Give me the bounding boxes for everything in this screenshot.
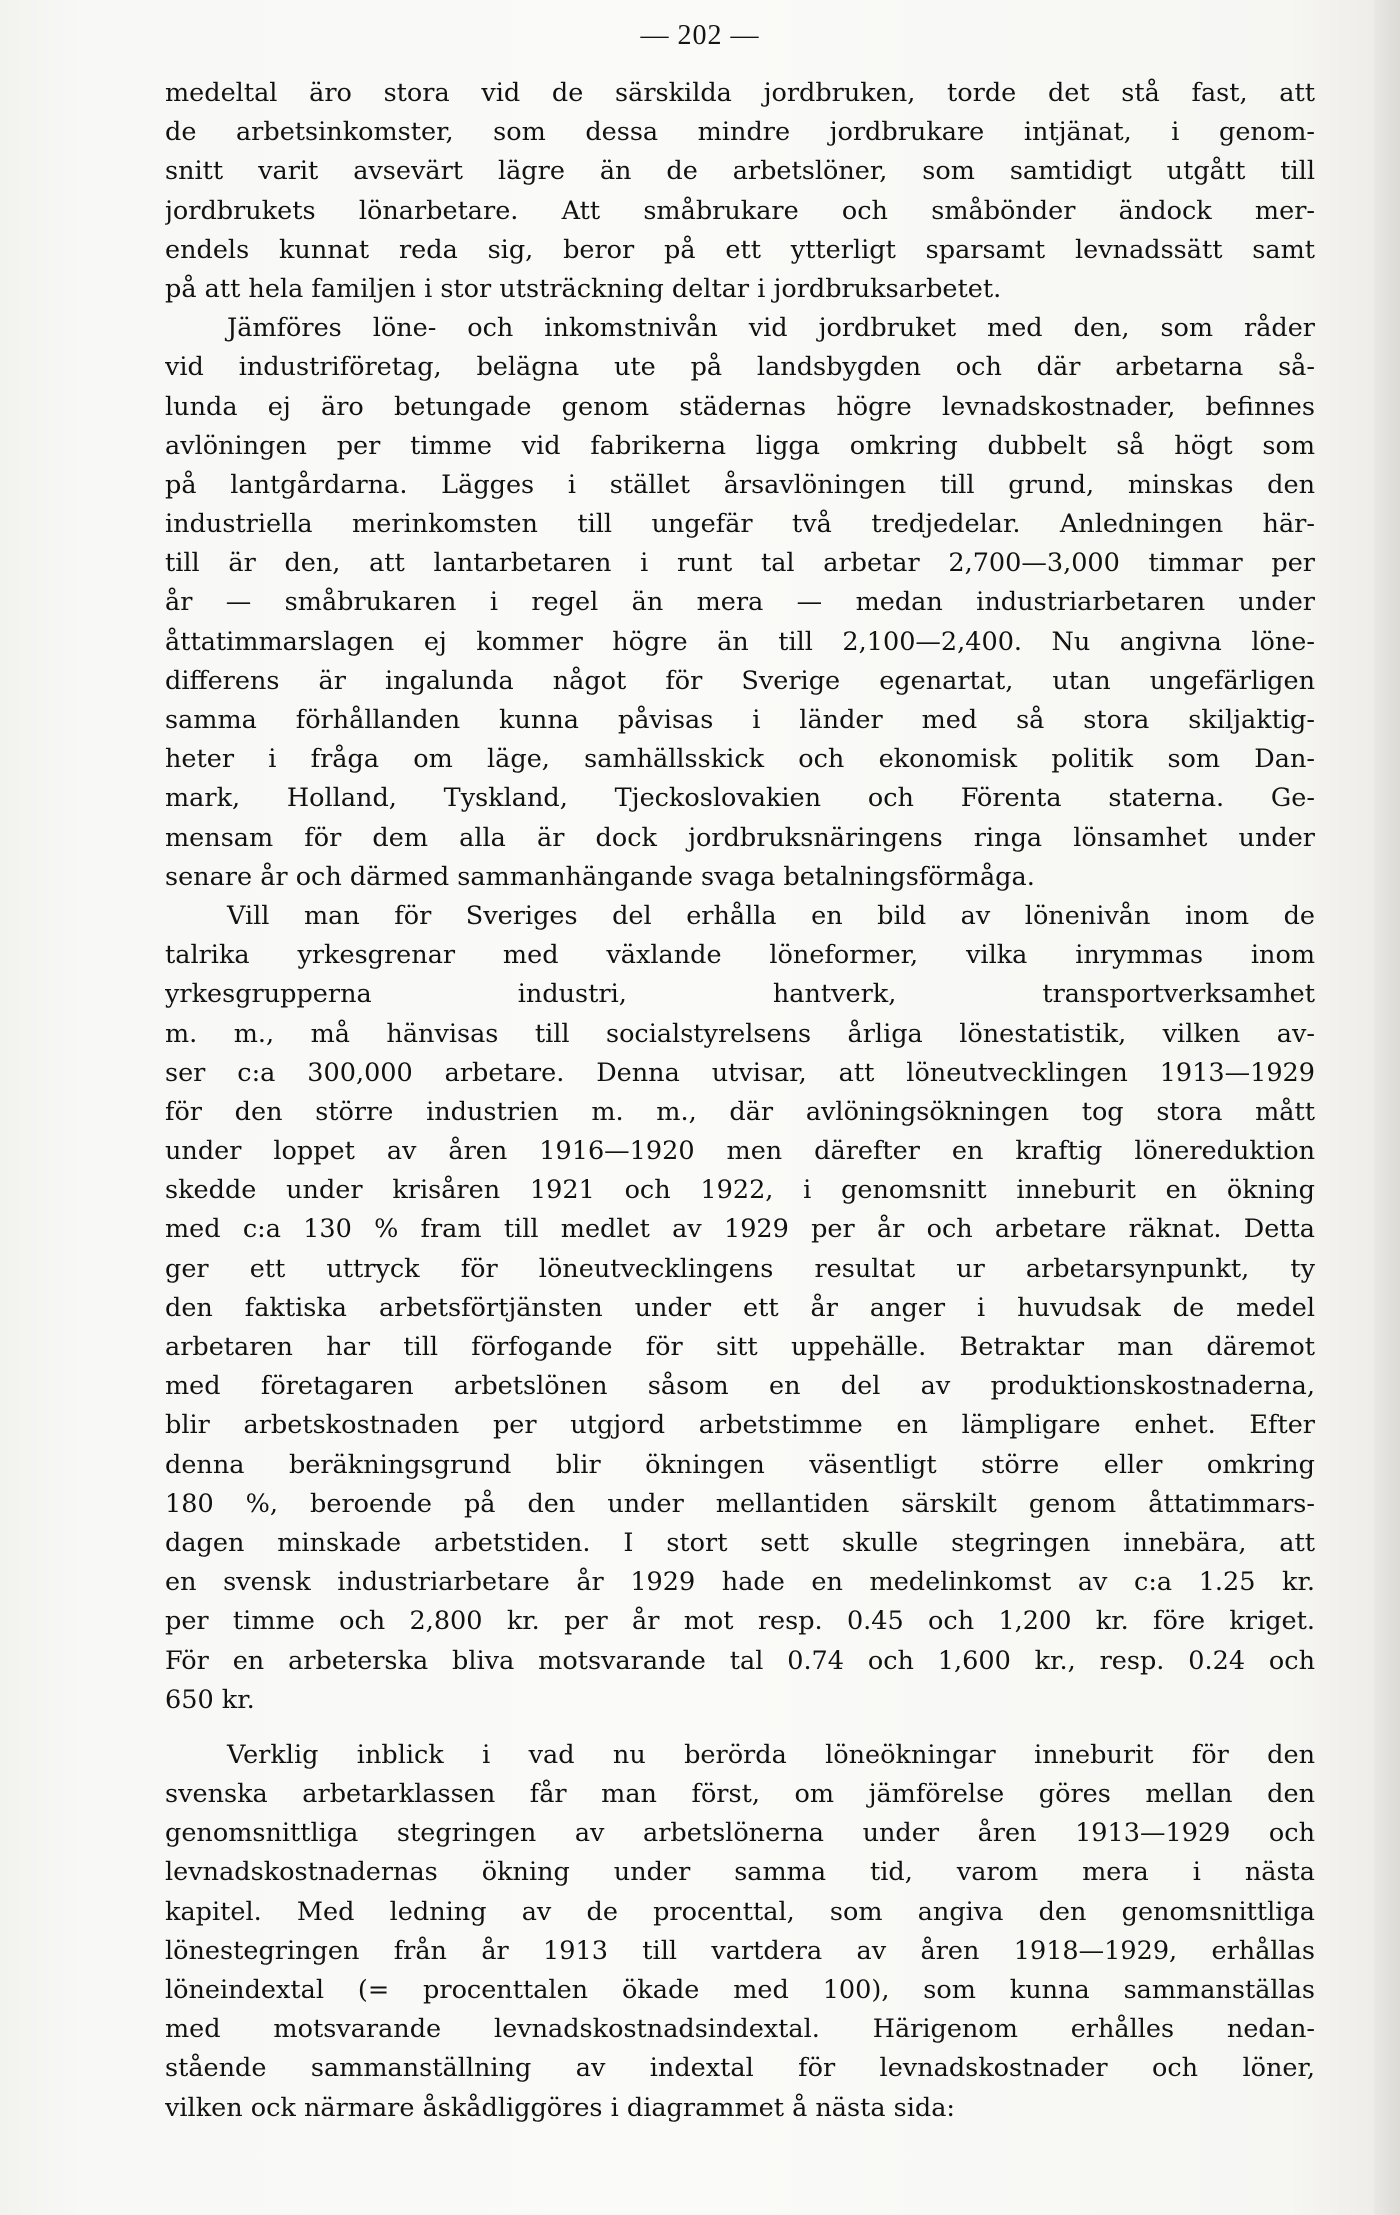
body-text <box>165 74 1315 2128</box>
text-line: Verklig inblick i vad nu berörda löneökningar inneburit för den <box>227 1739 1315 1770</box>
text-line: vid industriföretag, belägna ute på landsbygden och där arbetarna så- <box>165 352 1315 383</box>
text-line: jordbrukets lönarbetare. Att småbrukare och småbönder ändock mer- <box>165 195 1315 226</box>
text-line: avlöningen per timme vid fabrikerna ligga omkring dubbelt så högt som <box>165 430 1315 461</box>
text-line: 180 %, beroende på den under mellantiden särskilt genom åttatimmars- <box>165 1488 1315 1519</box>
text-line: på lantgårdarna. Lägges i stället årsavlöningen till grund, minskas den <box>165 469 1315 500</box>
text-line: de arbetsinkomster, som dessa mindre jordbrukare intjänat, i genom- <box>165 117 1315 148</box>
page-number-header: — 202 — <box>640 20 760 51</box>
text-line: vilken ock närmare åskådliggöres i diagrammet å nästa sida: <box>165 2092 956 2123</box>
text-line: mark, Holland, Tyskland, Tjeckoslovakien och Förenta staterna. Ge- <box>165 783 1315 814</box>
text-line: Vill man för Sveriges del erhålla en bild av lönenivån inom de <box>227 900 1315 931</box>
text-line: en svensk industriarbetare år 1929 hade en medelinkomst av c:a 1.25 kr. <box>165 1567 1315 1598</box>
page-edge-shadow <box>1374 0 1400 2215</box>
text-line: svenska arbetarklassen får man först, om jämförelse göres mellan den <box>165 1779 1315 1810</box>
text-line: talrika yrkesgrenar med växlande löneformer, vilka inrymmas inom <box>165 940 1315 971</box>
text-line: löneindextal (= procenttalen ökade med 100), som kunna sammanställas <box>165 1975 1315 2005</box>
text-line: kapitel. Med ledning av de procenttal, som angiva den genomsnittliga <box>165 1896 1315 1927</box>
text-line: endels kunnat reda sig, beror på ett ytterligt sparsamt levnadssätt samt <box>165 234 1315 265</box>
text-line: yrkesgrupperna industri, hantverk, transportverksamhet <box>165 979 1315 1010</box>
paragraph-3 <box>165 897 1315 1720</box>
text-line: samma förhållanden kunna påvisas i länder med så stora skiljaktig- <box>165 705 1315 735</box>
text-line: blir arbetskostnaden per utgjord arbetstimme en lämpligare enhet. Efter <box>165 1410 1315 1441</box>
paragraph-gap <box>165 1720 1315 1736</box>
text-line: industriella merinkomsten till ungefär två tredjedelar. Anledningen här- <box>165 509 1315 540</box>
text-line: arbetaren har till förfogande för sitt uppehälle. Betraktar man däremot <box>165 1332 1315 1362</box>
text-line: heter i fråga om läge, samhällsskick och ekonomisk politik som Dan- <box>165 744 1315 775</box>
text-line: lönestegringen från år 1913 till vartdera av åren 1918—1929, erhållas <box>165 1935 1315 1966</box>
text-line: med c:a 130 % fram till medlet av 1929 per år och arbetare räknat. Detta <box>165 1214 1315 1245</box>
text-line: den faktiska arbetsförtjänsten under ett år anger i huvudsak de medel <box>165 1292 1315 1323</box>
text-line: Jämföres löne- och inkomstnivån vid jordbruket med den, som råder <box>227 313 1315 344</box>
text-line: under loppet av åren 1916—1920 men därefter en kraftig lönereduktion <box>165 1136 1315 1167</box>
text-line: differens är ingalunda något för Sverige egenartat, utan ungefärligen <box>165 665 1315 696</box>
text-line: skedde under krisåren 1921 och 1922, i genomsnitt inneburit en ökning <box>165 1175 1315 1206</box>
text-line: dagen minskade arbetstiden. I stort sett skulle stegringen innebära, att <box>165 1527 1315 1558</box>
text-line: på att hela familjen i stor utsträckning deltar i jordbruksarbetet. <box>165 273 1002 304</box>
text-line: med motsvarande levnadskostnadsindextal. Härigenom erhålles nedan- <box>165 2014 1315 2045</box>
text-line: 650 kr. <box>165 1684 255 1715</box>
text-line: snitt varit avsevärt lägre än de arbetslöner, som samtidigt utgått till <box>165 156 1315 187</box>
text-line: åttatimmarslagen ej kommer högre än till 2,100—2,400. Nu angivna löne- <box>165 626 1315 657</box>
paragraph-4 <box>165 1736 1315 2128</box>
paragraph-1 <box>165 74 1315 309</box>
text-line: mensam för dem alla är dock jordbruksnäringens ringa lönsamhet under <box>165 822 1315 853</box>
text-line: För en arbeterska bliva motsvarande tal 0.74 och 1,600 kr., resp. 0.24 och <box>165 1645 1315 1676</box>
text-line: ser c:a 300,000 arbetare. Denna utvisar, att löneutvecklingen 1913—1929 <box>165 1057 1315 1088</box>
text-line: lunda ej äro betungade genom städernas högre levnadskostnader, befinnes <box>165 391 1315 422</box>
text-line: levnadskostnadernas ökning under samma tid, varom mera i nästa <box>165 1857 1315 1888</box>
text-line: år — småbrukaren i regel än mera — medan industriarbetaren under <box>165 587 1315 618</box>
text-line: m. m., må hänvisas till socialstyrelsens årliga lönestatistik, vilken av- <box>165 1018 1315 1049</box>
paragraph-2 <box>165 309 1315 897</box>
text-line: stående sammanställning av indextal för levnadskostnader och löner, <box>165 2053 1315 2084</box>
text-line: per timme och 2,800 kr. per år mot resp. 0.45 och 1,200 kr. före kriget. <box>165 1606 1315 1637</box>
text-line: medeltal äro stora vid de särskilda jordbruken, torde det stå fast, att <box>165 78 1315 108</box>
text-line: för den större industrien m. m., där avlöningsökningen tog stora mått <box>165 1096 1315 1127</box>
text-line: genomsnittliga stegringen av arbetslönerna under åren 1913—1929 och <box>165 1818 1315 1849</box>
text-line: denna beräkningsgrund blir ökningen väsentligt större eller omkring <box>165 1449 1315 1480</box>
text-line: senare år och därmed sammanhängande svaga betalningsförmåga. <box>165 861 1035 892</box>
text-line: med företagaren arbetslönen såsom en del av produktionskostnaderna, <box>165 1371 1315 1402</box>
text-line: till är den, att lantarbetaren i runt tal arbetar 2,700—3,000 timmar per <box>165 548 1315 579</box>
text-line: ger ett uttryck för löneutvecklingens resultat ur arbetarsynpunkt, ty <box>165 1253 1315 1284</box>
